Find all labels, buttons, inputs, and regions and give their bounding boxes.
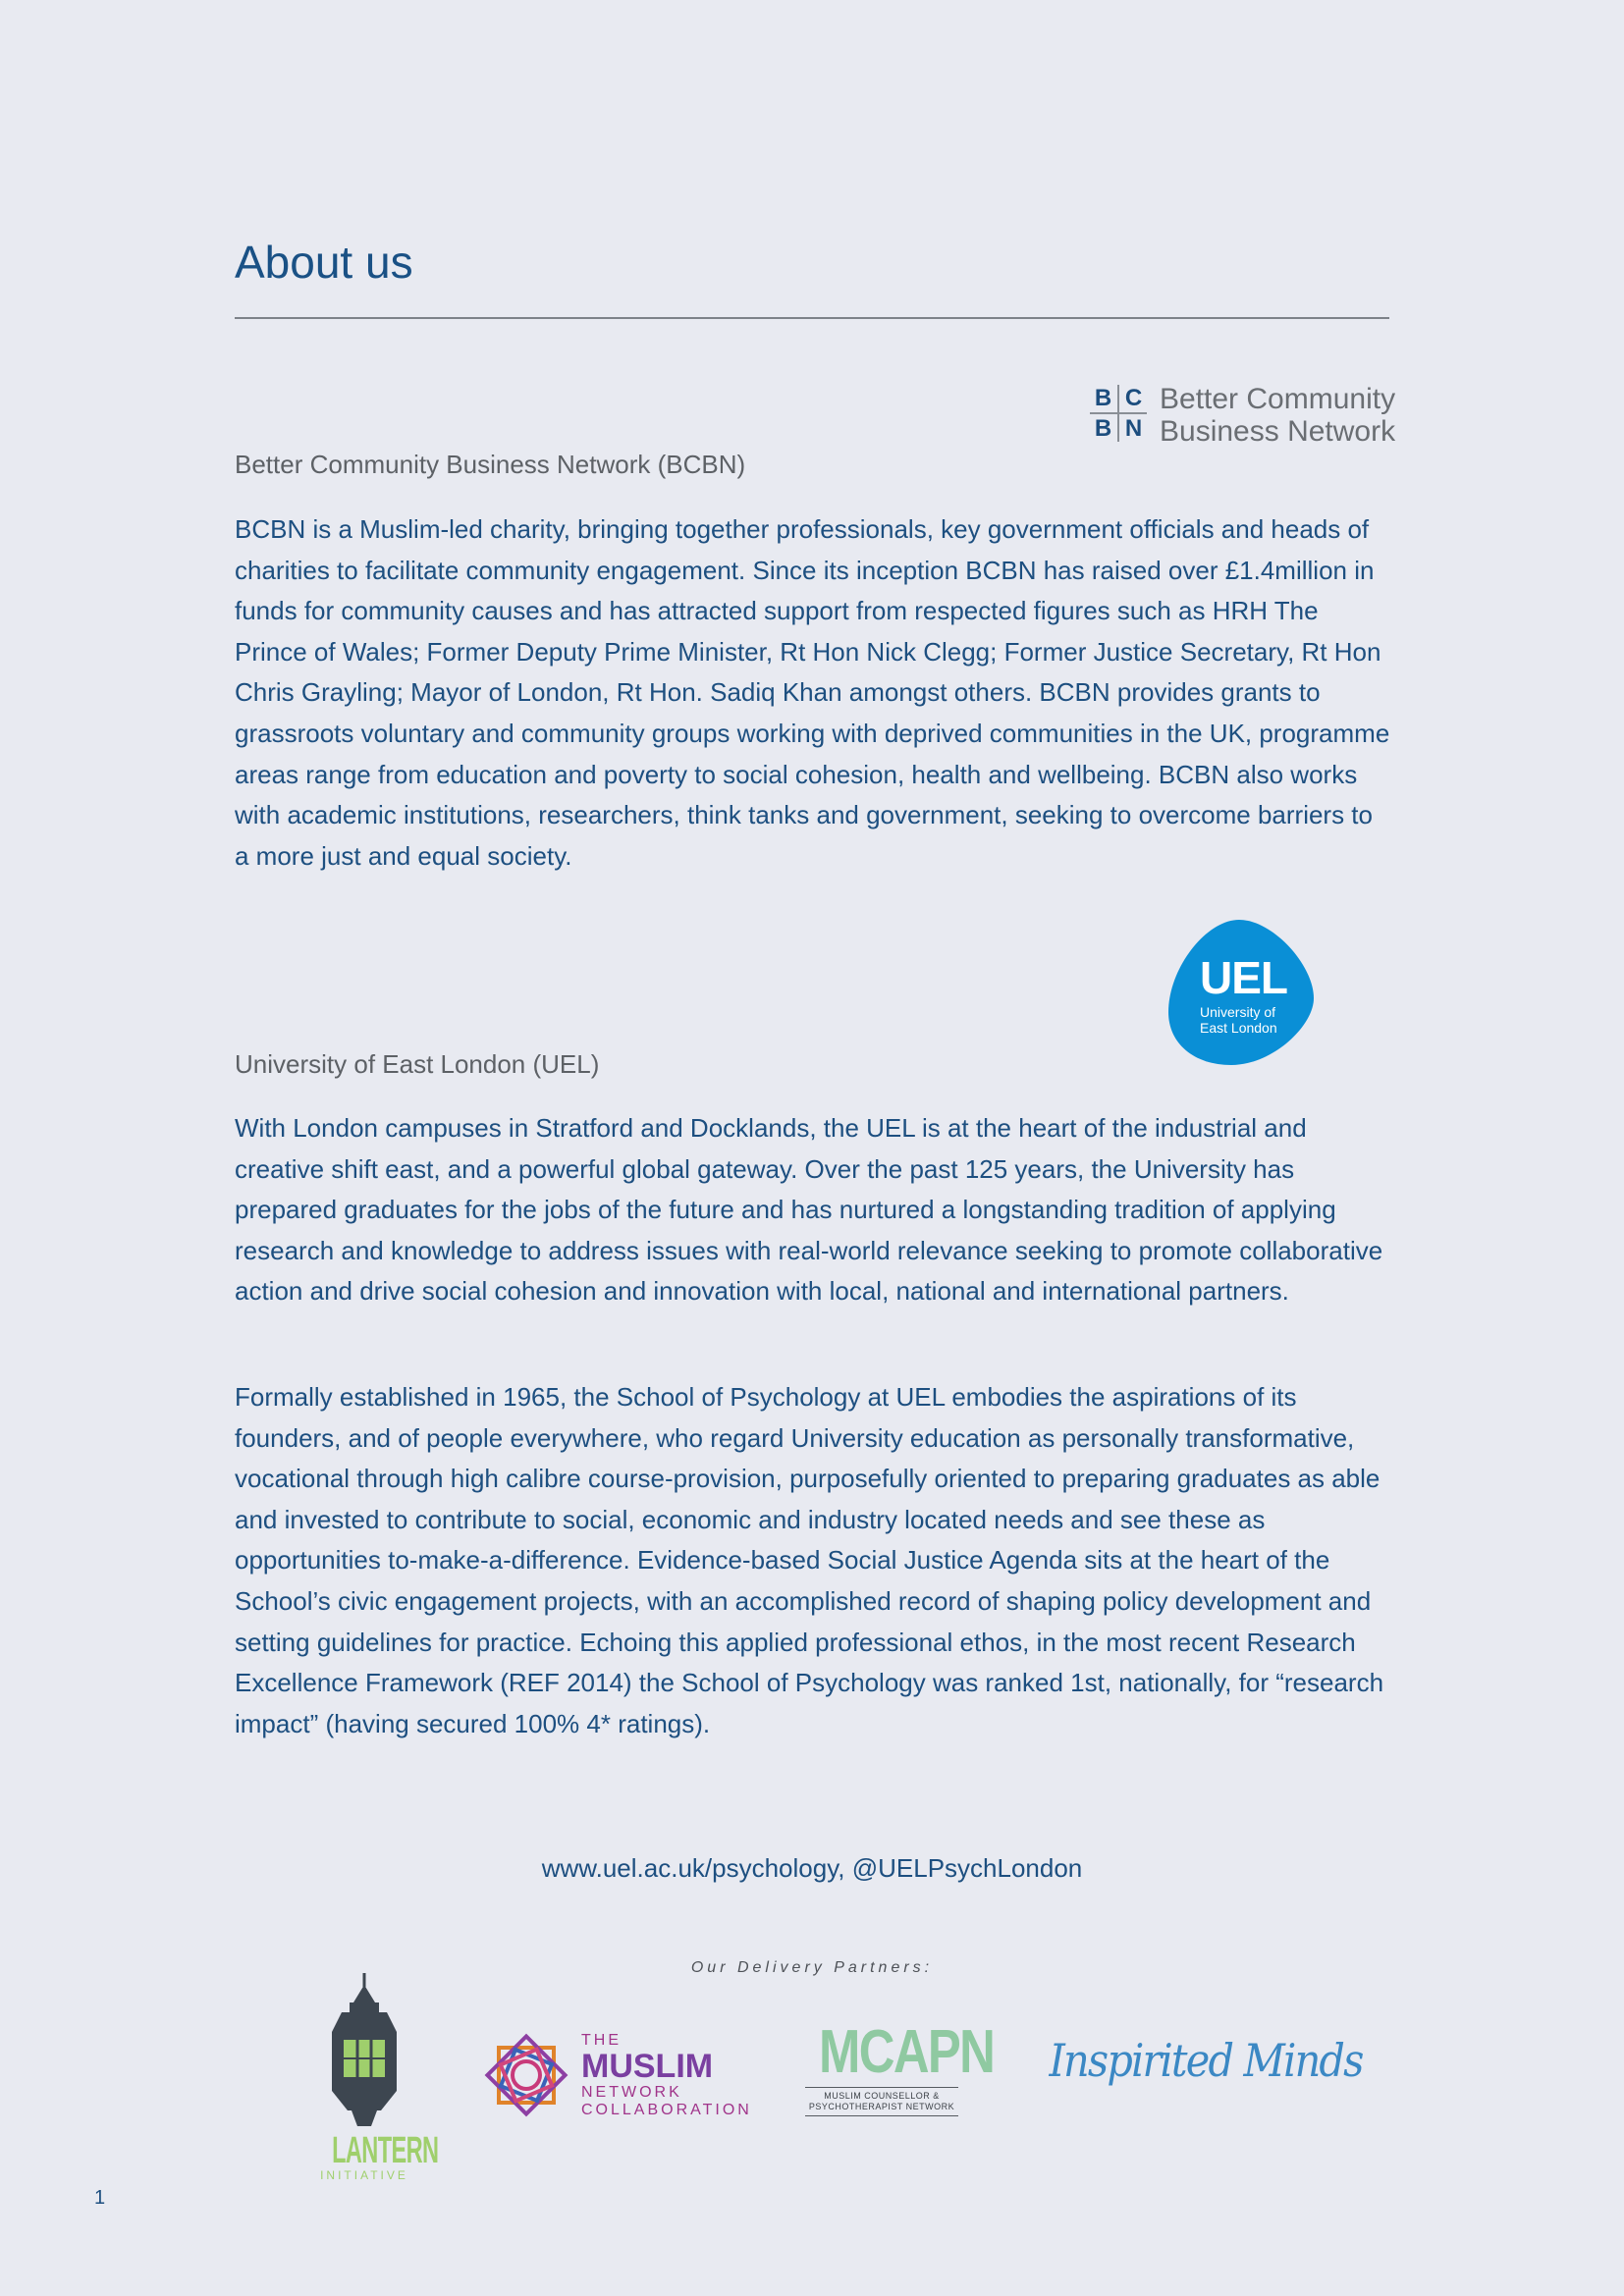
uel-logo-line1: University of [1200,1004,1276,1020]
mnc-network: NETWORK [581,2084,682,2101]
mcapn-subtitle-line2: PSYCHOTHERAPIST NETWORK [808,2102,955,2111]
lantern-initiative-logo [312,1973,439,2182]
uel-paragraph-1: With London campuses in Stratford and Docklands, the UEL is at the heart of the industrial and creative shift east, and a powerful global gateway. Over the past 125 years, the University has prepared graduates for the jobs of the future and has nurtured a longstanding tradition of applying research and knowledge to address issues with real-world relevance seeking to promote collaborative action and drive social cohesion and innovation with local, national and international partners. [235,1113,1383,1307]
mnc-collaboration: COLLABORATION [581,2102,752,2118]
footer-links: www.uel.ac.uk/psychology, @UELPsychLondon [541,1853,1083,1883]
mandala-icon [479,2028,573,2122]
bcbn-heading: Better Community Business Network (BCBN) [235,450,746,479]
lantern-icon [312,1973,416,2130]
partners-label: Our Delivery Partners: [690,1959,934,1976]
mcapn-subtitle-line1: MUSLIM COUNSELLOR & [824,2091,940,2101]
uel-logo-line2: East London [1200,1020,1277,1036]
bcbn-letter-c: C [1124,385,1143,411]
mcapn-logo [805,2018,995,2122]
uel-heading: University of East London (UEL) [235,1049,600,1079]
bcbn-wordmark-line2: Business Network [1160,415,1396,448]
bcbn-horizontal-line [1090,412,1147,414]
page-title: About us [235,237,413,288]
bcbn-logo [1088,383,1396,452]
mcapn-wordmark: MCAPN [819,2018,995,2086]
mcapn-bottom-line [805,2115,958,2116]
lantern-wordmark: LANTERN [332,2130,439,2171]
bcbn-letter-b: B [1094,385,1112,411]
uel-paragraph-2: Formally established in 1965, the School of Psychology at UEL embodies the aspirations of its founders, and of people everywhere, who regard University education as personally transformative, vocational through high calibre course-provision, purposefully oriented to preparing graduates as able and invested to contribute to social, economic and industry located needs and see these as opportunities to-make-a-difference. Evidence-based Social Justice Agenda sits at the heart of the School’s civic engagement projects, with an accomplished record of shaping policy development and setting guidelines for practice. Echoing this applied professional ethos, in the most recent Research Excellence Framework (REF 2014) the School of Psychology was ranked 1st, nationally, for “research impact” (having secured 100% 4* ratings). [235,1382,1384,1738]
uel-logo-abbr: UEL [1200,952,1287,1003]
inspirited-minds-logo [1035,2028,1363,2116]
page-number: 1 [94,2187,106,2209]
uel-logo-text [1200,952,1287,1036]
mnc-the: THE [581,2032,622,2049]
bcbn-letter-n: N [1124,415,1143,442]
muslim-network-collaboration-logo [479,2028,754,2126]
bcbn-logo-mark [1088,383,1149,444]
lantern-subtitle: INITIATIVE [320,2168,408,2182]
bcbn-letter-b2: B [1094,415,1112,442]
inspirited-minds-wordmark: Inspirited Minds [1049,2034,1363,2087]
mnc-muslim: MUSLIM [581,2048,714,2085]
mcapn-subtitle [805,2091,958,2112]
mcapn-top-line [805,2087,958,2088]
bcbn-paragraph: BCBN is a Muslim-led charity, bringing together professionals, key government officials and heads of charities to facilitate community engagement. Since its inception BCBN has raised over £1.4million in funds for community causes and has attracted support from respected figures such as HRH The Prince of Wales; Former Deputy Prime Minister, Rt Hon Nick Clegg; Former Justice Secretary, Rt Hon Chris Grayling; Mayor of London, Rt Hon. Sadiq Khan amongst others. BCBN provides grants to grassroots voluntary and community groups working with deprived communities in the UK, programme areas range from education and poverty to social cohesion, health and wellbeing. BCBN also works with academic institutions, researchers, think tanks and government, seeking to overcome barriers to a more just and equal society. [235,514,1390,871]
bcbn-wordmark-line1: Better Community [1160,383,1396,415]
uel-logo [1166,918,1316,1067]
title-divider [235,317,1389,319]
muslim-network-text [581,2033,752,2118]
bcbn-wordmark [1160,383,1395,448]
